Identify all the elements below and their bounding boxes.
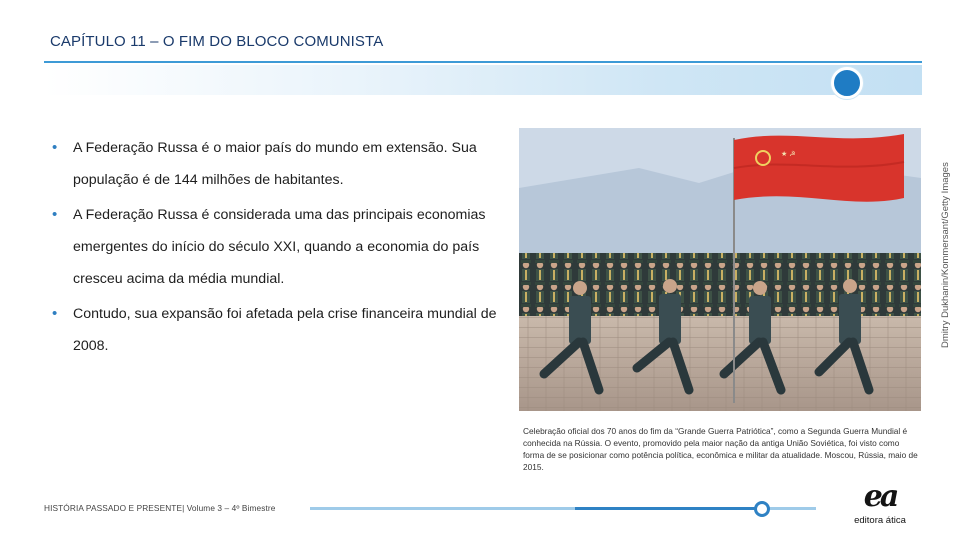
bullet-item	[52, 199, 512, 295]
red-banner	[734, 134, 904, 202]
bullet-item	[52, 298, 512, 362]
header-circle-ornament	[831, 67, 863, 99]
bullet-text: A Federação Russa é considerada uma das principais economias emergentes do início do século XXI, quando a economia do país cresceu acima da média mundial.	[73, 207, 486, 287]
header-band	[44, 65, 922, 95]
bullet-text: Contudo, sua expansão foi afetada pela crise financeira mundial de 2008.	[73, 306, 497, 354]
publisher-name: editora ática	[854, 515, 906, 526]
bullet-text: A Federação Russa é o maior país do mundo em extensão. Sua população é de 144 milhões de habitantes.	[73, 140, 477, 188]
photo-credit: Dmitry Dukhanin/Kommersant/Getty Images	[940, 162, 951, 348]
ea-logo-icon: ea	[863, 479, 897, 514]
parade-photo-illustration	[519, 128, 921, 411]
bullet-item	[52, 132, 512, 196]
bullet-list	[52, 132, 512, 365]
title-divider	[44, 61, 922, 63]
publisher-logo	[845, 479, 915, 526]
footer-circle-ornament	[754, 501, 770, 517]
chapter-title: CAPÍTULO 11 – O FIM DO BLOCO COMUNISTA	[50, 33, 384, 50]
bullet-dot-icon: •	[52, 206, 58, 223]
bullet-dot-icon: •	[52, 139, 58, 156]
footer-text: HISTÓRIA PASSADO E PRESENTE| Volume 3 – 4º Bimestre	[44, 503, 276, 513]
footer-line-accent	[575, 507, 757, 510]
svg-text:★ ☭: ★ ☭	[781, 151, 796, 158]
photo-caption: Celebração oficial dos 70 anos do fim da “Grande Guerra Patriótica”, como a Segunda Guerra Mundial é conhecida na Rússia. O evento, promovido pela maior nação da antiga União Soviética, foi visto como forma de se posicionar como potência política, econômica e militar da atualidade. Moscou, Rússia, maio de 2015.	[523, 426, 918, 472]
bullet-dot-icon: •	[52, 305, 58, 322]
parade-photo	[519, 128, 921, 411]
